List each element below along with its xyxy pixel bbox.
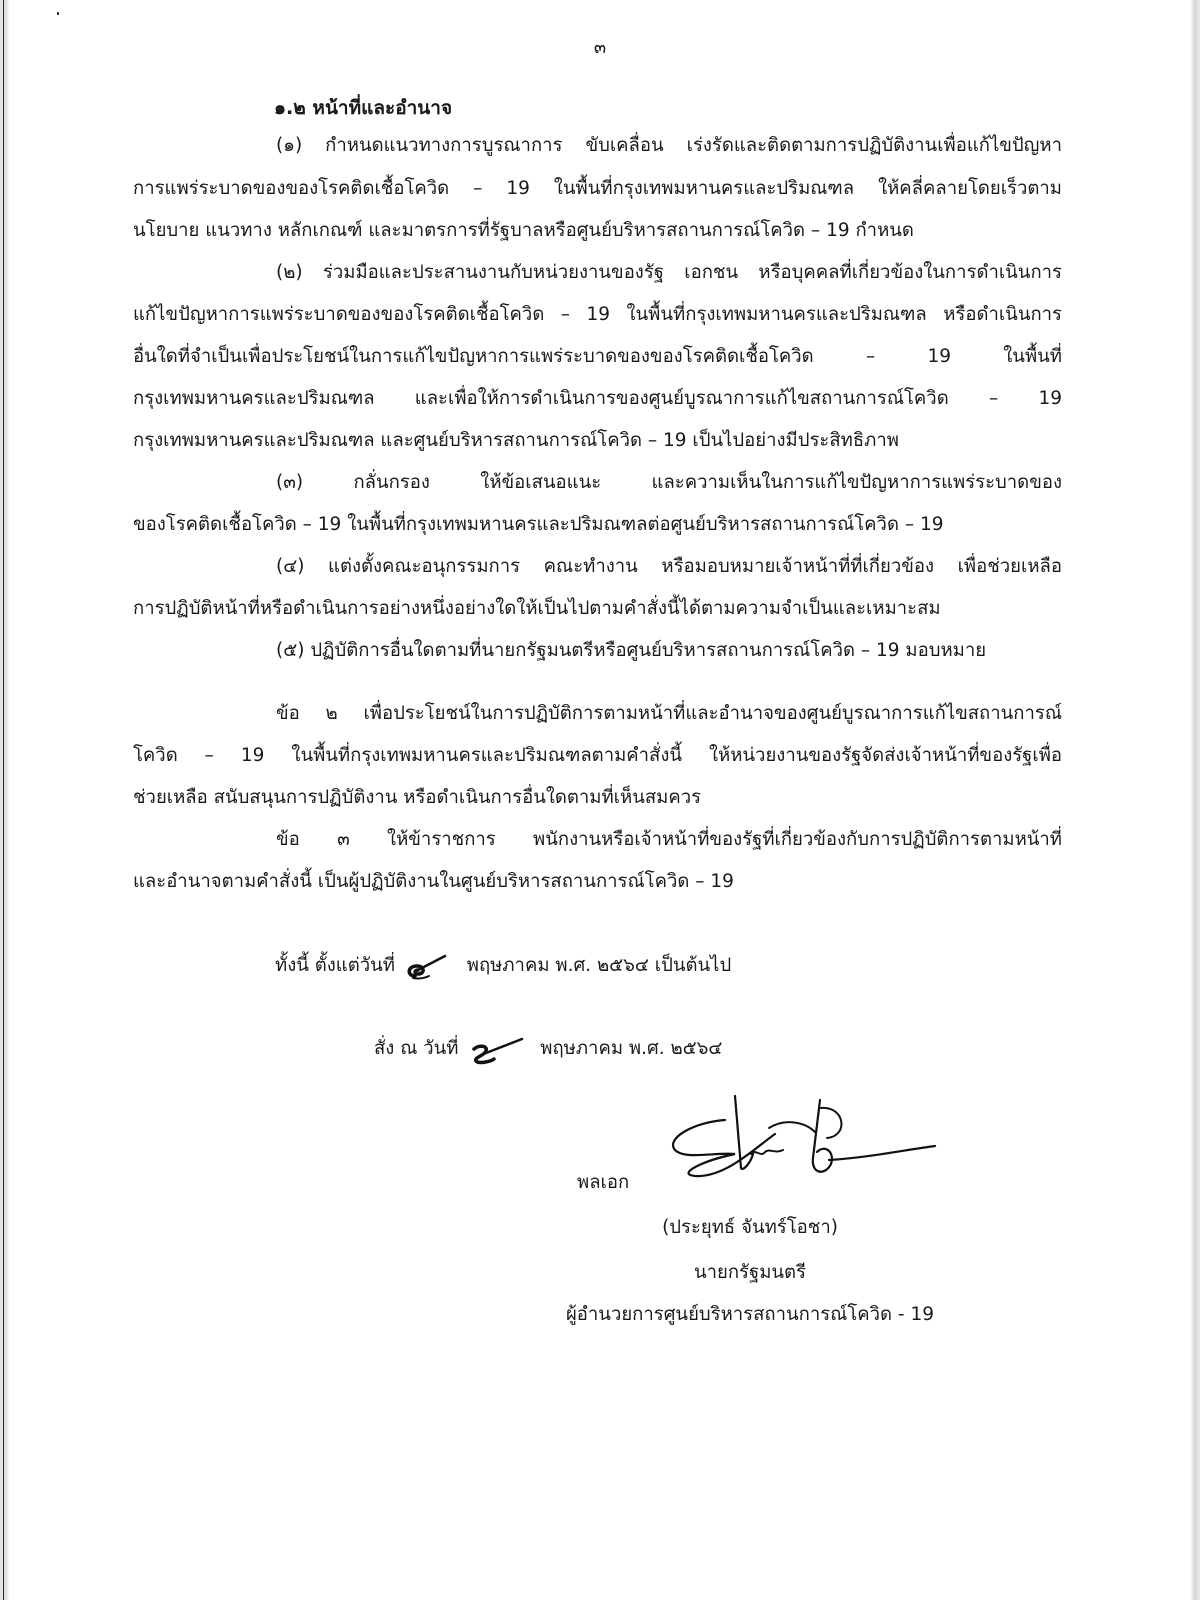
- page-left-border: [3, 0, 4, 1600]
- duty-2-line-4: กรุงเทพมหานครและปริมณฑล และเพื่อให้การดำเนินการของศูนย์บูรณาการแก้ไขสถานการณ์โควิด – 19: [133, 388, 1062, 409]
- clause-2-line-1: ข้อ ๒ เพื่อประโยชน์ในการปฏิบัติการตามหน้าที่และอำนาจของศูนย์บูรณาการแก้ไขสถานการณ์: [276, 703, 1062, 724]
- section-heading: ๑.๒ หน้าที่และอำนาจ: [274, 97, 453, 119]
- signature-icon: [665, 1088, 945, 1198]
- page-left-edge: [0, 0, 9, 1600]
- duty-2-line-3: อื่นใดที่จำเป็นเพื่อประโยชน์ในการแก้ไขปัญหาการแพร่ระบาดของของโรคติดเชื้อโควิด – 19 ในพื้นที่: [133, 346, 1062, 367]
- signatory-position: ผู้อำนวยการศูนย์บริหารสถานการณ์โควิด - 19: [565, 1304, 935, 1325]
- ordered-date-line: [374, 1035, 722, 1063]
- duty-5-line-1: (๕) ปฏิบัติการอื่นใดตามที่นายกรัฐมนตรีหรือศูนย์บริหารสถานการณ์โควิด – 19 มอบหมาย: [276, 640, 987, 661]
- effective-date-prefix: ทั้งนี้ ตั้งแต่วันที่: [275, 955, 395, 976]
- clause-3-line-2: และอำนาจตามคำสั่งนี้ เป็นผู้ปฏิบัติงานในศูนย์บริหารสถานการณ์โควิด – 19: [133, 871, 734, 892]
- duty-1-line-3: นโยบาย แนวทาง หลักเกณฑ์ และมาตรการที่รัฐบาลหรือศูนย์บริหารสถานการณ์โควิด – 19 กำหนด: [133, 220, 914, 241]
- scan-speck: [57, 12, 59, 15]
- effective-date-suffix: พฤษภาคม พ.ศ. ๒๕๖๔ เป็นต้นไป: [466, 955, 732, 976]
- clause-2-line-2: โควิด – 19 ในพื้นที่กรุงเทพมหานครและปริมณฑลตามคำสั่งนี้ ให้หน่วยงานของรัฐจัดส่งเจ้าหน้าที่ของรัฐเพื่อ: [133, 745, 1062, 766]
- clause-3-line-1: ข้อ ๓ ให้ข้าราชการ พนักงานหรือเจ้าหน้าที่ของรัฐที่เกี่ยวข้องกับการปฏิบัติการตามหน้าที่: [276, 829, 1062, 850]
- signatory-title: นายกรัฐมนตรี: [693, 1262, 806, 1283]
- page-right-edge: [1190, 0, 1200, 1600]
- signatory-name: (ประยุทธ์ จันทร์โอชา): [662, 1217, 838, 1238]
- handwritten-digit-icon: [464, 1035, 534, 1065]
- duty-2-line-2: แก้ไขปัญหาการแพร่ระบาดของของโรคติดเชื้อโควิด – 19 ในพื้นที่กรุงเทพมหานครและปริมณฑล หรือดำเนินการ: [133, 304, 1062, 325]
- ordered-date-suffix: พฤษภาคม พ.ศ. ๒๕๖๔: [540, 1038, 723, 1059]
- duty-2-line-5: กรุงเทพมหานครและปริมณฑล และศูนย์บริหารสถานการณ์โควิด – 19 เป็นไปอย่างมีประสิทธิภาพ: [133, 430, 899, 451]
- handwritten-day-numeral: [401, 952, 461, 980]
- duty-2-line-1: (๒) ร่วมมือและประสานงานกับหน่วยงานของรัฐ เอกชน หรือบุคคลที่เกี่ยวข้องในการดำเนินการ: [276, 262, 1062, 283]
- clause-2-line-3: ช่วยเหลือ สนับสนุนการปฏิบัติงาน หรือดำเนินการอื่นใดตามที่เห็นสมควร: [133, 787, 702, 808]
- duty-3-line-2: ของโรคติดเชื้อโควิด – 19 ในพื้นที่กรุงเทพมหานครและปริมณฑลต่อศูนย์บริหารสถานการณ์โควิด – 19: [133, 514, 944, 535]
- signatory-rank: พลเอก: [577, 1172, 630, 1193]
- page-number: ๓: [593, 37, 607, 58]
- handwritten-digit-icon: [401, 952, 461, 982]
- ordered-date-prefix: สั่ง ณ วันที่: [374, 1038, 459, 1059]
- effective-date-line: [275, 952, 731, 980]
- handwritten-day-numeral: [464, 1035, 534, 1063]
- duty-4-line-1: (๔) แต่งตั้งคณะอนุกรรมการ คณะทำงาน หรือมอบหมายเจ้าหน้าที่ที่เกี่ยวข้อง เพื่อช่วยเหลือ: [276, 556, 1062, 577]
- duty-3-line-1: (๓) กลั่นกรอง ให้ข้อเสนอแนะ และความเห็นในการแก้ไขปัญหาการแพร่ระบาดของ: [276, 472, 1062, 493]
- duty-4-line-2: การปฏิบัติหน้าที่หรือดำเนินการอย่างหนึ่งอย่างใดให้เป็นไปตามคำสั่งนี้ได้ตามความจำเป็นและเหมาะสม: [133, 598, 941, 619]
- duty-1-line-2: การแพร่ระบาดของของโรคติดเชื้อโควิด – 19 ในพื้นที่กรุงเทพมหานครและปริมณฑล ให้คลี่คลายโดยเร็วตาม: [133, 178, 1062, 199]
- duty-1-line-1: (๑) กำหนดแนวทางการบูรณาการ ขับเคลื่อน เร่งรัดและติดตามการปฏิบัติงานเพื่อแก้ไขปัญหา: [276, 135, 1062, 156]
